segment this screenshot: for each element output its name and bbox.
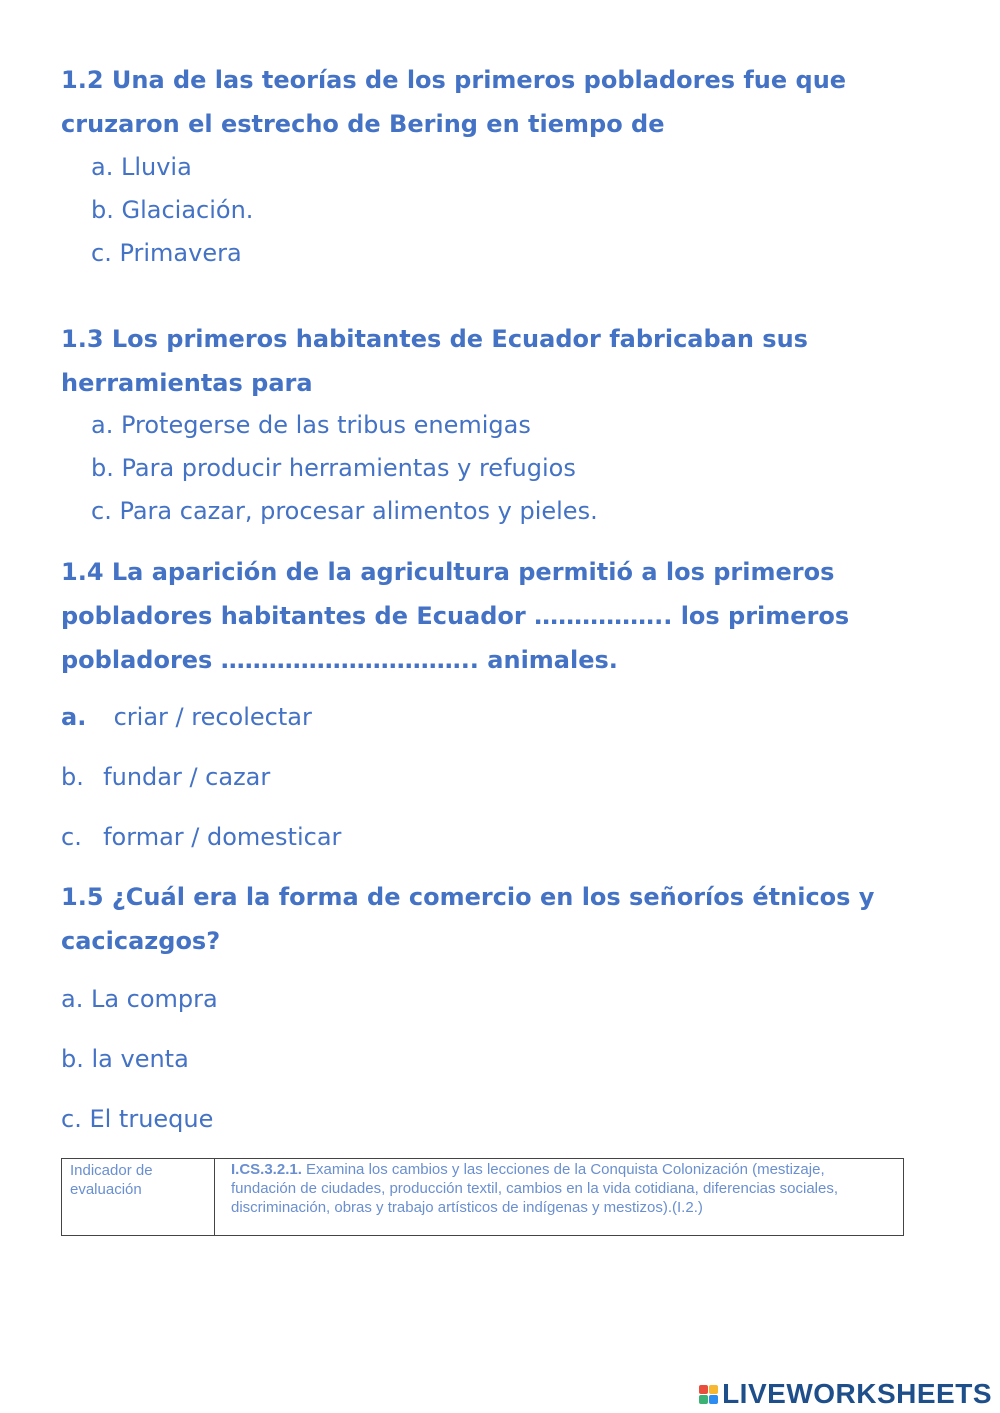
option-1-4-c[interactable] [61,821,341,853]
logo-tile [709,1385,718,1394]
question-1-3: 1.3 Los primeros habitantes de Ecuador fabricaban sus herramientas para [61,325,808,397]
option-text: fundar / cazar [103,763,271,791]
option-1-3-b[interactable]: b. Para producir herramientas y refugios [91,454,576,482]
evaluation-text: Examina los cambios y las lecciones de la Conquista Colonización (mestizaje, fundación de ciudades, producción textil, cambios en la vida cotidiana, diferencias sociales, discriminación, obras y trabajo artísticos de indígenas y mestizos).(I.2.) [231,1161,839,1216]
option-text: formar / domesticar [103,823,342,851]
option-label: a. [61,703,87,731]
option-label: b. [61,763,84,791]
logo-tile [699,1385,708,1394]
evaluation-description [215,1159,903,1235]
option-1-2-a[interactable]: a. Lluvia [91,153,192,181]
option-1-5-c[interactable]: c. El trueque [61,1105,214,1133]
evaluation-indicator-table [61,1158,904,1236]
option-label: c. [61,823,82,851]
question-1-4: 1.4 La aparición de la agricultura permitió a los primeros pobladores habitantes de Ecuador …………….. los primeros pobladores ………………………….. animales. [61,558,850,674]
option-text: criar / recolectar [113,703,312,731]
liveworksheets-logo[interactable] [699,1378,992,1410]
option-1-4-a[interactable] [61,701,312,733]
evaluation-code: I.CS.3.2.1. [231,1161,302,1178]
option-1-2-c[interactable]: c. Primavera [91,239,242,267]
option-1-4-b[interactable] [61,761,270,793]
question-1-5: 1.5 ¿Cuál era la forma de comercio en los señoríos étnicos y cacicazgos? [61,883,875,955]
liveworksheets-icon [699,1385,718,1404]
option-1-3-a[interactable]: a. Protegerse de las tribus enemigas [91,411,531,439]
option-1-5-b[interactable]: b. la venta [61,1045,189,1073]
option-1-2-b[interactable]: b. Glaciación. [91,196,254,224]
question-1-2: 1.2 Una de las teorías de los primeros pobladores fue que cruzaron el estrecho de Bering en tiempo de [61,66,847,138]
option-1-3-c[interactable]: c. Para cazar, procesar alimentos y pieles. [91,497,598,525]
logo-tile [699,1395,708,1404]
brand-name: LIVEWORKSHEETS [722,1378,992,1409]
logo-tile [709,1395,718,1404]
evaluation-label: Indicador de evaluación [62,1159,215,1235]
option-1-5-a[interactable]: a. La compra [61,985,218,1013]
